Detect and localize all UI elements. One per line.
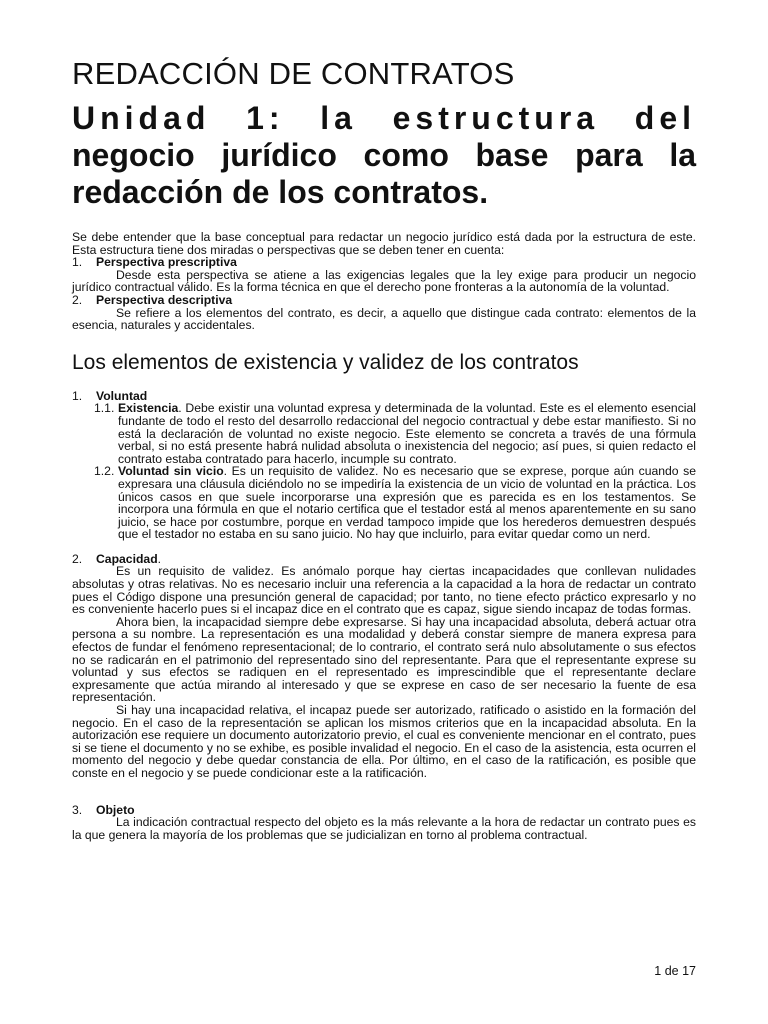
capacidad-paragraph: Si hay una incapacidad relativa, el incapaz puede ser autorizado, ratificado o asistido en la formación del negocio. En el caso de la representación se aplican los mismos criterios que en la incapacidad absoluta. En la autorización ese requiere un documento autorizatorio previo, el cual es conveniente mencionar en el contrato, pues si se tiene el documento y no se exhibe, es posible invalidad el negocio. En el caso de la asistencia, esta ocurren el momento del negocio y debe quedar constancia de ella. Por último, en el caso de la ratificación, es posible que conste en el negocio y se puede condicionar este a la ratificación. bbox=[72, 703, 696, 780]
document-title: REDACCIÓN DE CONTRATOS bbox=[72, 56, 515, 91]
list-number: 2. bbox=[72, 292, 83, 307]
spacer bbox=[72, 541, 696, 553]
list-number: 3. bbox=[72, 802, 83, 817]
sub-item-voluntad-sin-vicio bbox=[72, 465, 696, 541]
sub-body bbox=[118, 402, 696, 465]
unit-title bbox=[72, 100, 696, 211]
sub-number: 1.2. bbox=[94, 464, 115, 479]
element-heading: Objeto bbox=[96, 802, 135, 817]
sub-number: 1.1. bbox=[94, 401, 115, 416]
page-number: 1 de 17 bbox=[654, 964, 696, 978]
perspective-item bbox=[72, 294, 696, 307]
perspective-heading: Perspectiva descriptiva bbox=[96, 292, 233, 307]
sub-text: . Es un requisito de validez. No es necesario que se exprese, porque aún cuando se expresara una cláusula diciéndolo no se impediría la existencia de un vicio de voluntad en la práctica. Los únicos casos en que suele incorporarse una expresión que es parecida es en los testamentos. Se incorpora una fórmula en que el notario certifica que el testador está al menos aparentemente en su sano juicio, se hace por costumbre, porque en verdad tampoco impide que los herederos demuestren después que el testador no estaba en su sano juicio. No hay que incluirlo, para evitar quedar como un nerd. bbox=[118, 464, 696, 542]
list-number: 1. bbox=[72, 255, 83, 270]
element-heading: Capacidad bbox=[96, 551, 158, 566]
heading-period: . bbox=[157, 551, 162, 566]
perspective-heading: Perspectiva prescriptiva bbox=[96, 255, 237, 270]
spacer bbox=[72, 780, 696, 804]
sub-heading: Voluntad sin vicio bbox=[118, 464, 224, 479]
intro-paragraph: Se debe entender que la base conceptual para redactar un negocio jurídico está dada por la estructura de este. Esta estructura tiene dos miradas o perspectivas que se deben tener en cuenta: bbox=[72, 230, 696, 257]
list-number: 1. bbox=[72, 388, 83, 403]
sub-body bbox=[118, 465, 696, 541]
perspective-text: Desde esta perspectiva se atiene a las exigencias legales que la ley exige para producir un negocio jurídico contractual válido. Es la forma técnica en que el derecho pone fronteras a la autonomía de la voluntad. bbox=[72, 267, 696, 295]
unit-title-lead: Unidad 1: la estructura del bbox=[72, 100, 696, 136]
sub-text: . Debe existir una voluntad expresa y determinada de la voluntad. Este es el elemento esencial fundante de todo el resto del desarrollo redaccional del negocio contractual y debe estar manifiesto. Si no está la declaración de voluntad no existe negocio. Este elemento se concreta a través de una fórmula verbal, si no está presente habrá nulidad absoluta o inexistencia del negocio; así pues, si quien redacto el contrato estaba contratado para hacerlo, incumple su contrato. bbox=[118, 401, 696, 466]
list-number: 2. bbox=[72, 551, 83, 566]
capacidad-paragraph: Es un requisito de validez. Es anómalo porque hay ciertas incapacidades que conllevan nulidades absolutas y otras relativas. No es necesario incluir una referencia a la capacidad a la hora de redactar un contrato pues el Código dispone una presunción general de capacidad; por tanto, no tiene efecto práctico expresarlo y no es conveniente hacerlo pues si el incapaz dice en el contrato que es capaz, sigue siendo incapaz de todas formas. bbox=[72, 564, 696, 617]
sub-heading: Existencia bbox=[118, 401, 179, 416]
perspective-item bbox=[72, 256, 696, 269]
unit-title-rest: negocio jurídico como base para la redacción de los contratos. bbox=[72, 137, 696, 210]
section-heading: Los elementos de existencia y validez de los contratos bbox=[72, 350, 579, 374]
perspective-text: Se refiere a los elementos del contrato, es decir, a aquello que distingue cada contrato: elementos de la esencia, naturales y accidentales. bbox=[72, 305, 696, 333]
sub-item-existencia bbox=[72, 402, 696, 465]
objeto-paragraph: La indicación contractual respecto del objeto es la más relevante a la hora de redactar un contrato pues es la que genera la mayoría de los problemas que se judicializan en torno al problema contractual. bbox=[72, 815, 696, 842]
element-heading: Voluntad bbox=[96, 388, 148, 403]
capacidad-paragraph: Ahora bien, la incapacidad siempre debe expresarse. Si hay una incapacidad absoluta, deberá actuar otra persona a su nombre. La representación es una modalidad y deberá constar siempre de manera expresa para efectos de fundar el fenómeno representacional; de lo contrario, el contrato será nulo absolutamente o sus efectos no se radicarán en el patrimonio del representado sino del representante. Para que el representante exprese su voluntad y sus efectos se radiquen en el representado es imprescindible que el representante declare expresamente que actúa mirando al interesado y que se exprese en caso de ser necesario la fuente de esa representación. bbox=[72, 614, 696, 705]
